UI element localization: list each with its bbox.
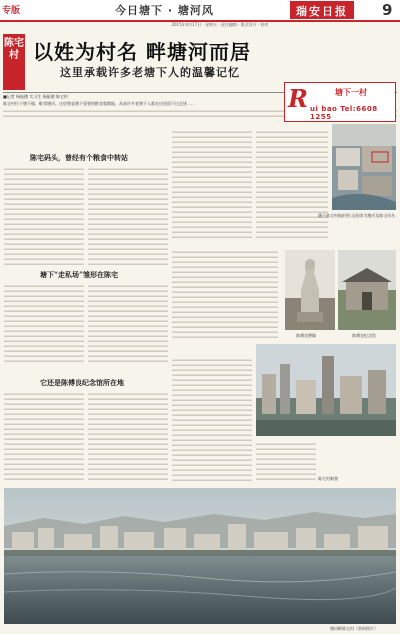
badge-phone: ui bao Tel:6608 1255 — [310, 105, 378, 121]
page-number: 9 — [382, 1, 393, 19]
memorial-caption: 陈傅良纪念馆 — [352, 333, 376, 338]
column-text-4 — [256, 128, 328, 240]
aerial-caption: 塘下陈宅村航拍图 远处即为塘河及陈宅码头 — [318, 213, 396, 218]
column-text-7 — [172, 248, 278, 340]
statue-photo — [285, 250, 335, 330]
panorama-caption: 塘河畔陈宅村（资料图片） — [330, 626, 378, 631]
column-text-10 — [172, 356, 252, 482]
section-title: 今日塘下 · 塘河风 — [115, 4, 214, 17]
section-tag: 专版 — [2, 6, 21, 16]
column-text-6 — [88, 282, 168, 364]
panorama-photo — [4, 488, 396, 624]
dateline: 2015年4月17日 · 星期五 · 责任编辑 · 版式设计 · 校对 — [171, 22, 269, 27]
column-text-3 — [172, 128, 252, 240]
lead-paragraph: 陈宅村位于塘下镇，毗邻塘河。这里曾是塘下重要的粮食集散地，从前许多老塘下人都在这里留下过足迹…… — [3, 101, 195, 106]
memorial-photo — [338, 250, 396, 330]
village-tag: 陈宅村 — [3, 34, 25, 90]
section-heading-1: 陈宅码头，曾经有个粮食中转站 — [30, 153, 128, 162]
section-heading-2: 塘下“走私场”雏形在陈宅 — [40, 270, 119, 279]
article-title: 以姓为村名 畔塘河而居 — [33, 40, 251, 64]
column-text-8 — [4, 390, 84, 482]
column-text-5 — [4, 282, 84, 364]
section-heading-3: 它还是陈傅良纪念馆所在地 — [40, 378, 124, 387]
village-caption: 陈宅村新貌 — [318, 476, 338, 481]
column-text-11 — [256, 440, 316, 482]
village-badge — [284, 82, 396, 122]
column-text-9 — [88, 390, 168, 482]
badge-title: 塘下一村 — [335, 88, 367, 97]
paper-logo: 瑞安日报 — [290, 1, 354, 19]
column-text-2 — [88, 165, 168, 265]
column-text-1 — [4, 165, 84, 265]
aerial-photo — [332, 124, 396, 210]
masthead — [0, 0, 400, 22]
badge-letter: R — [288, 84, 308, 113]
statue-caption: 陈傅良塑像 — [296, 333, 316, 338]
byline: ■记者 杨振德 实习生 杨振德 陈宅村 — [3, 94, 68, 99]
village-photo — [256, 344, 396, 436]
article-subtitle: 这里承载许多老塘下人的温馨记忆 — [60, 66, 240, 79]
